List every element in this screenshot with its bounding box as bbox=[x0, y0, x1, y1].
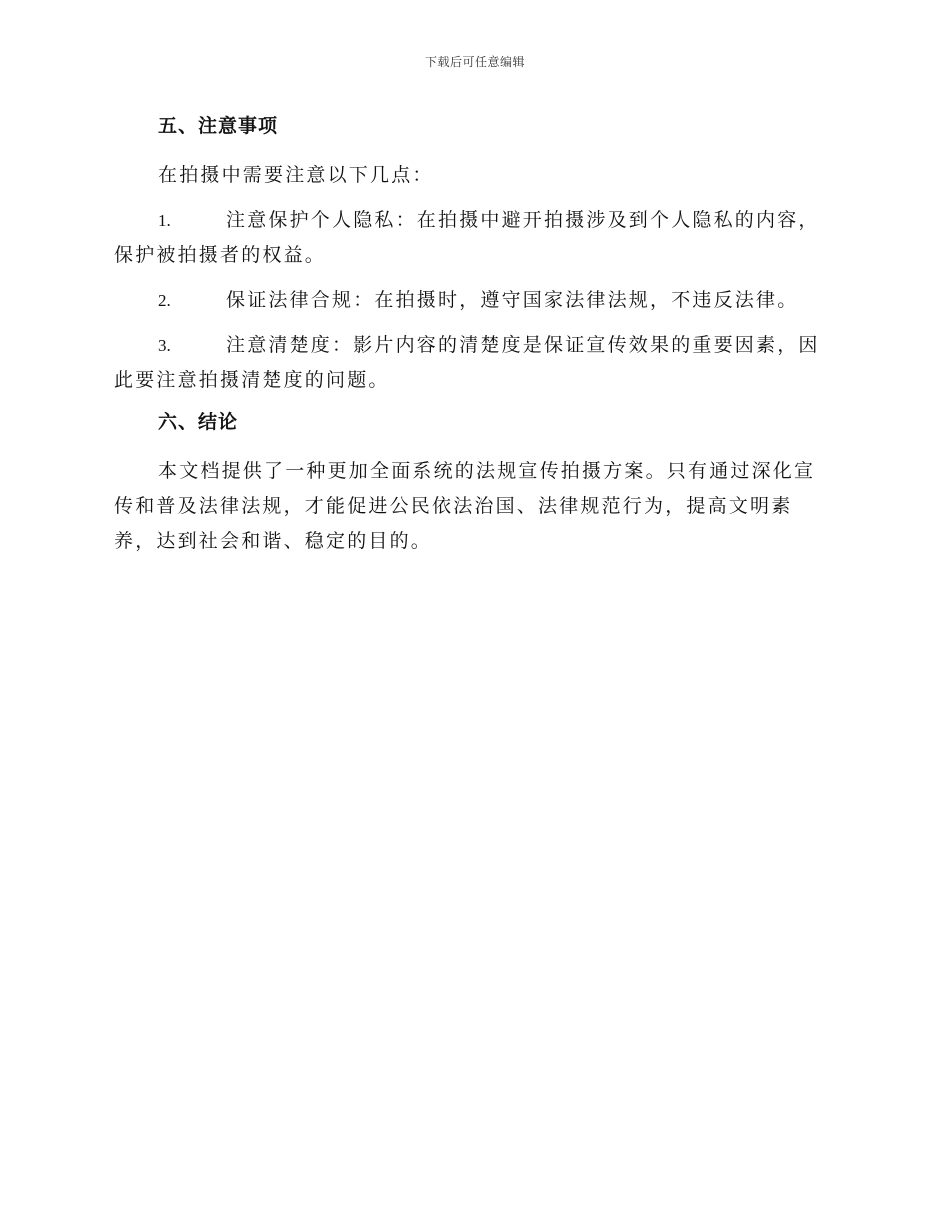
list-item bbox=[114, 328, 834, 398]
list-item-text: 保证法律合规：在拍摄时，遵守国家法律法规，不违反法律。 bbox=[226, 289, 799, 311]
conclusion-paragraph: 本文档提供了一种更加全面系统的法规宣传拍摄方案。只有通过深化宣传和普及法律法规，才能促进公民依法治国、法律规范行为，提高文明素养，达到社会和谐、稳定的目的。 bbox=[114, 460, 816, 552]
list-number: 3. bbox=[158, 336, 171, 355]
section-heading-notes: 五、注意事项 bbox=[158, 115, 279, 137]
notes-intro-paragraph: 在拍摄中需要注意以下几点： bbox=[158, 164, 434, 186]
list-item bbox=[114, 283, 834, 318]
list-number: 2. bbox=[158, 291, 171, 310]
section-heading-conclusion: 六、结论 bbox=[158, 411, 239, 433]
list-item-text: 注意清楚度：影片内容的清楚度是保证宣传效果的重要因素，因此要注意拍摄清楚度的问题。 bbox=[114, 334, 820, 391]
document-body bbox=[114, 112, 834, 569]
list-item-text: 注意保护个人隐私：在拍摄中避开拍摄涉及到个人隐私的内容，保护被拍摄者的权益。 bbox=[114, 209, 820, 266]
page-header: 下载后可任意编辑 bbox=[424, 55, 525, 69]
list-number: 1. bbox=[158, 211, 171, 230]
list-item bbox=[114, 203, 834, 273]
